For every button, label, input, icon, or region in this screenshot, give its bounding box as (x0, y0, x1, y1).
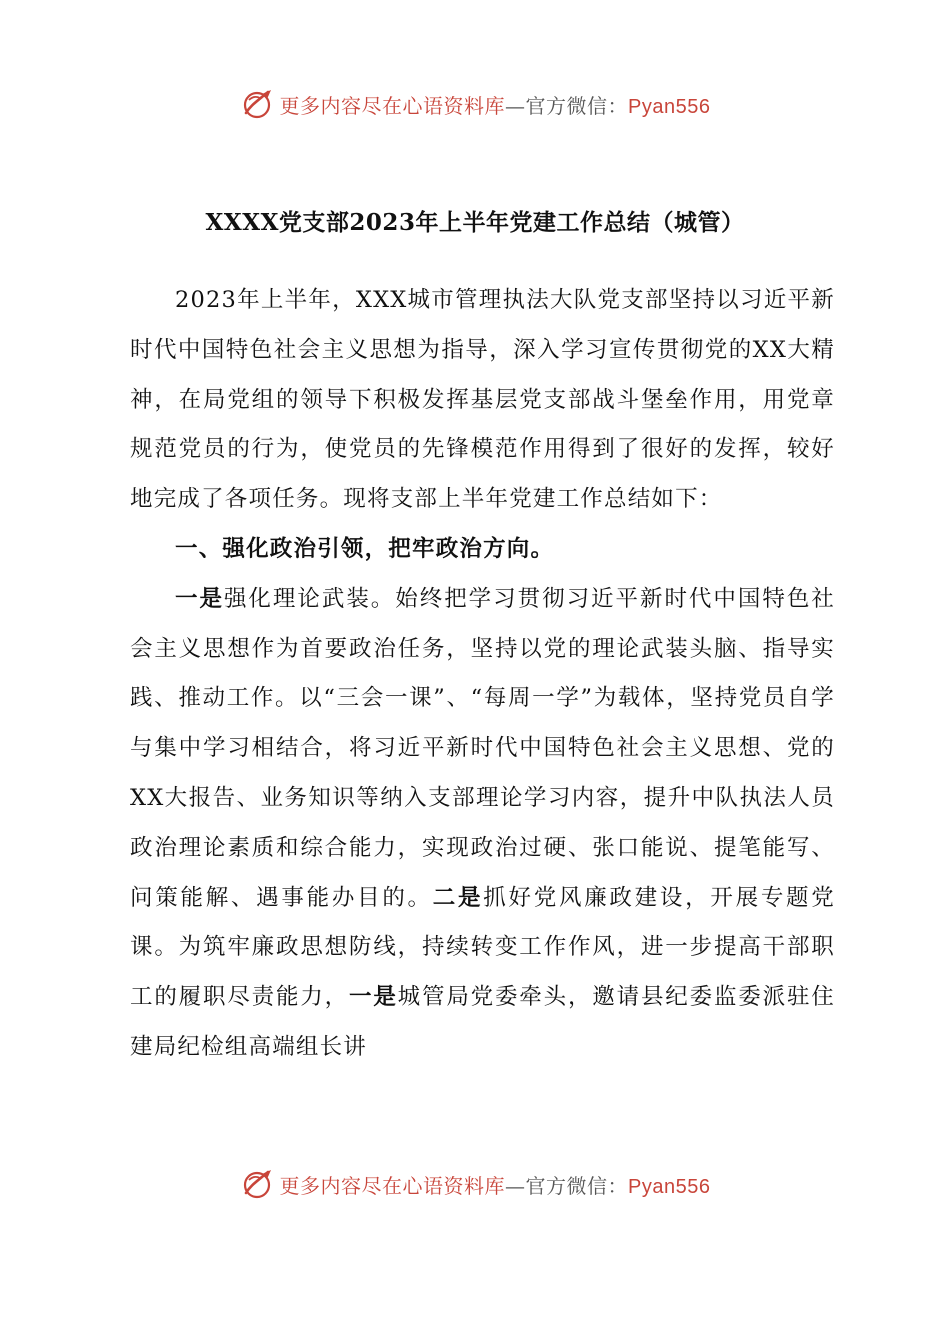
watermark-banner-bottom (0, 1164, 950, 1204)
pen-nib-swirl-icon (240, 86, 276, 122)
lead-label: 一是 (348, 984, 398, 1011)
section-heading: 一、强化政治引领，把牢政治方向。 (175, 535, 555, 562)
document-body (130, 276, 835, 1073)
watermark-text: 更多内容尽在心语资料库—官方微信：Pyan556 (279, 93, 711, 118)
lead-label: 一是 (175, 585, 224, 612)
paragraph-text: 城管局党委牵头，邀请县纪委监委派驻住建局纪检组高端组长讲 (130, 984, 835, 1060)
intro-paragraph: 2023年上半年，XXX城市管理执法大队党支部坚持以习近平新时代中国特色社会主义思想为指导，深入学习宣传贯彻党的XX大精神，在局党组的领导下积极发挥基层党支部战斗堡垒作用，用党章规范党员的行为，使党员的先锋模范作用得到了很好的发挥，较好地完成了各项任务。现将支部上半年党建工作总结如下： (130, 287, 835, 513)
watermark-text: 更多内容尽在心语资料库—官方微信：Pyan556 (279, 1173, 711, 1198)
section-paragraph (130, 575, 835, 1073)
document-title: XXXX党支部2023年上半年党建工作总结（城管） (205, 209, 745, 236)
paragraph-text: 抓好党风廉政建设，开展专题党课。为筑牢廉政思想防线，持续转变工作作风，进一步提高干部职工的履职尽责能力， (130, 884, 835, 1011)
paragraph-text: 强化理论武装。始终把学习贯彻习近平新时代中国特色社会主义思想作为首要政治任务，坚持以党的理论武装头脑、指导实践、推动工作。以“三会一课”、“每周一学”为载体，坚持党员自学与集中学习相结合，将习近平新时代中国特色社会主义思想、党的XX大报告、业务知识等纳入支部理论学习内容，提升中队执法人员政治理论素质和综合能力，实现政治过硬、张口能说、提笔能写、问策能解、遇事能办目的。 (130, 585, 835, 911)
lead-label: 二是 (432, 884, 484, 911)
watermark-banner-top (0, 84, 950, 124)
pen-nib-swirl-icon (240, 1166, 276, 1202)
